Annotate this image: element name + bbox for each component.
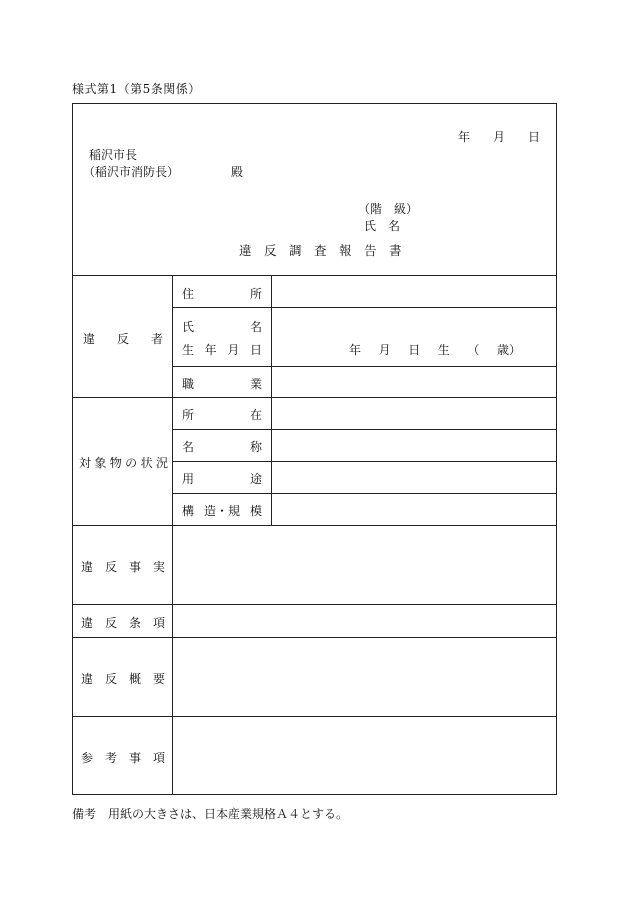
honorific: 殿 bbox=[231, 165, 244, 179]
address-label: 住 所 bbox=[182, 287, 262, 301]
name-label: 氏 名 bbox=[182, 320, 262, 334]
birthdate-label: 生 年 月 日 bbox=[182, 343, 262, 357]
structure-scale-label: 構 造・規 模 bbox=[182, 504, 262, 518]
addressee-fire-chief: （稲沢市消防長） bbox=[83, 165, 180, 179]
birthdate-value-template: 年 月 日 生 （ 歳） bbox=[349, 343, 521, 357]
footnote: 備考 用紙の大きさは、日本産業規格Ａ４とする。 bbox=[72, 807, 349, 821]
location-label: 所 在 bbox=[182, 408, 262, 422]
document-title: 違 反 調 査 報 告 書 bbox=[239, 243, 402, 258]
reference-items-label: 参 考 事 項 bbox=[81, 751, 165, 765]
violation-clauses-label: 違 反 条 項 bbox=[81, 616, 165, 630]
rank-label: （階 級） bbox=[358, 202, 419, 216]
violator-section-label: 違 反 者 bbox=[83, 332, 163, 346]
use-label: 用 途 bbox=[182, 472, 262, 486]
occupation-label: 職 業 bbox=[182, 377, 262, 391]
object-name-label: 名 称 bbox=[182, 440, 262, 454]
violation-summary-label: 違 反 概 要 bbox=[81, 672, 165, 686]
reporter-name-label: 氏 名 bbox=[364, 219, 401, 233]
violation-facts-label: 違 反 事 実 bbox=[81, 560, 165, 574]
date-line bbox=[458, 128, 540, 145]
date-month: 月 bbox=[492, 130, 505, 144]
object-status-section-label: 対 象 物 の 状 況 bbox=[79, 456, 168, 470]
addressee-mayor: 稲沢市長 bbox=[89, 148, 138, 162]
date-day: 日 bbox=[527, 130, 540, 144]
date-year: 年 bbox=[458, 130, 471, 144]
report-form bbox=[72, 103, 557, 795]
form-number-label: 様式第1（第5条関係） bbox=[72, 82, 201, 96]
